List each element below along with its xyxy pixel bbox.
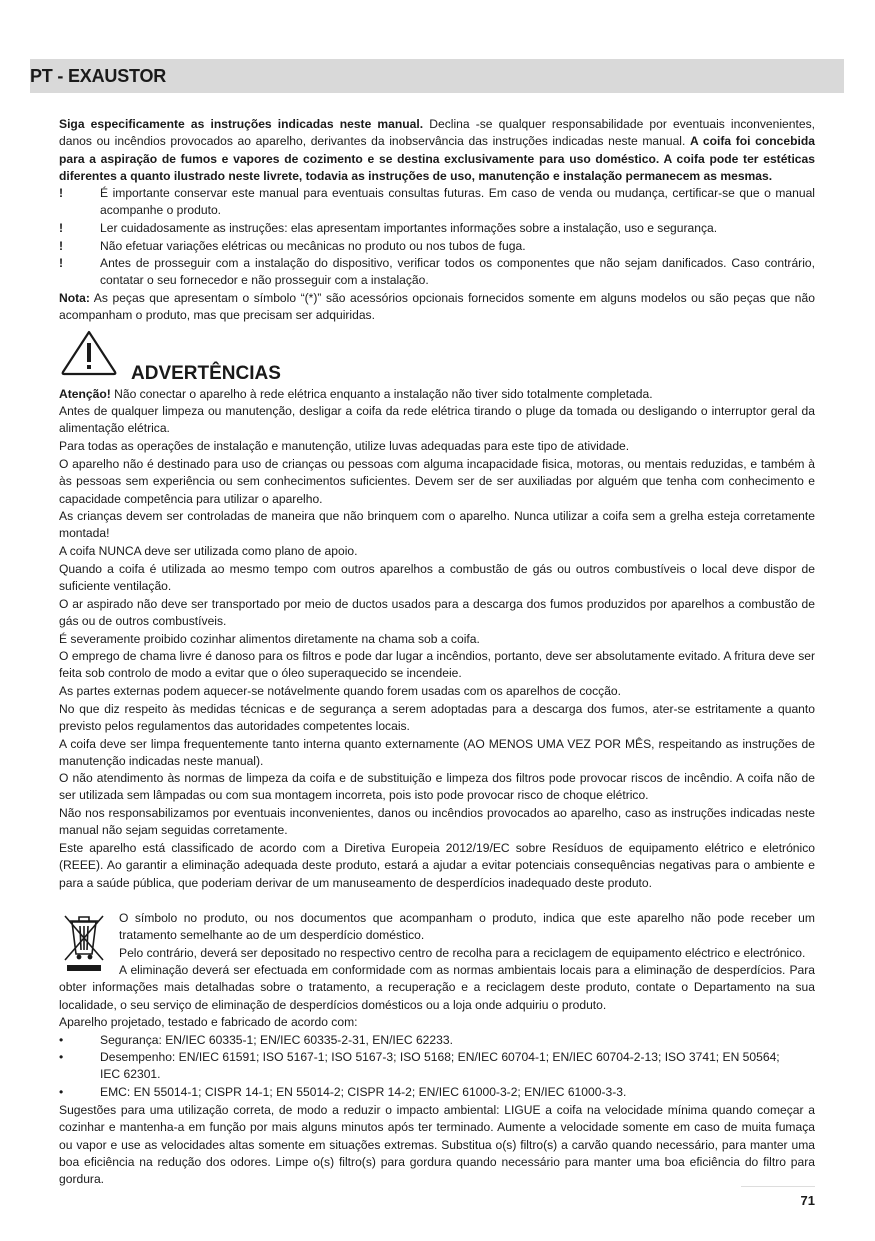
intro-bullet-text: Não efetuar variações elétricas ou mecânicas no produto ou nos tubos de fuga.: [100, 239, 526, 253]
exclamation-bullet-icon: !: [59, 221, 64, 235]
warning-paragraph: A coifa NUNCA deve ser utilizada como plano de apoio.: [59, 544, 358, 558]
designed-intro: Aparelho projetado, testado e fabricado de acordo com:: [59, 1015, 358, 1029]
warning-paragraph: Quando a coifa é utilizada ao mesmo tempo com outros aparelhos a combustão de gás ou outros combustíveis o local deve dispor de suficiente ventilação.: [59, 562, 815, 594]
intro-bold-start: Siga especificamente as instruções indicadas neste manual.: [59, 117, 424, 131]
page-number: 71: [800, 1193, 815, 1208]
note-paragraph: [59, 290, 815, 325]
exclamation-bullet-icon: !: [59, 239, 64, 253]
warning-paragraph: Não nos responsabilizamos por eventuais inconvenientes, danos ou incêndios provocados ao aparelho, caso as instruções indicadas neste manual não sejam seguidas corretamente.: [59, 806, 815, 838]
standard-item: [59, 1032, 815, 1049]
footer-divider: [741, 1186, 815, 1187]
intro-paragraph: [59, 116, 815, 185]
suggestions-paragraph: Sugestões para uma utilização correta, de modo a reduzir o impacto ambiental: LIGUE a coifa na velocidade mínima quando começar a cozinhar e mantenha-a em função por mais alguns minutos após ter terminado. Aumente a velocidade somente em caso de muita fumaça ou vapor e use as velocidades altas somente em situações extremas. Substitua o(s) filtro(s) a carvão quando necessário, para manter uma boa eficiência na redução dos odores. Limpe o(s) filtro(s) para gordura quando necessário para manter uma boa eficiência do filtro para gordura.: [59, 1103, 815, 1187]
warning-paragraph: O não atendimento às normas de limpeza da coifa e de substituição e limpeza dos filtros pode provocar riscos de incêndio. A coifa não de ser utilizada sem lâmpadas ou com sua montagem incorreta, pois isto pode provocar risco de choque elétrico.: [59, 771, 815, 803]
section-title: PT - EXAUSTOR: [30, 66, 167, 86]
intro-bullet: [59, 220, 815, 237]
note-text: As peças que apresentam o símbolo “(*)” são acessórios opcionais fornecidos somente em alguns modelos ou são peças que não acompanham o produto, mas que precisam ser adquiridas.: [59, 291, 815, 323]
standard-text: EMC: EN 55014-1; CISPR 14-1; EN 55014-2; CISPR 14-2; EN/IEC 61000-3-2; EN/IEC 61000-3-3.: [100, 1085, 627, 1099]
warning-paragraph: O aparelho não é destinado para uso de crianças ou pessoas com alguma incapacidade fisica, motoras, ou mentais reduzidas, e também à às pessoas sem experiência ou sem conhecimentos suficientes. Devem ser de ser auxiliadas por alguém que tenha com conhecimento e capacidade competência para utilizar o aparelho.: [59, 457, 815, 506]
intro-bullet: [59, 185, 815, 220]
note-label: Nota:: [59, 291, 90, 305]
intro-bullet-text: Antes de prosseguir com a instalação do dispositivo, verificar todos os componentes que não sejam danificados. Caso contrário, contatar o seu fornecedor e não prosseguir com a instalação.: [100, 256, 815, 288]
exclamation-bullet-icon: !: [59, 256, 64, 270]
intro-bullet-text: É importante conservar este manual para eventuais consultas futuras. Em caso de venda ou mudança, certificar-se que o manual acompanhe o produto.: [100, 186, 815, 218]
intro-normal-text: Declina -se qualquer responsabilidade por eventuais inconvenientes, danos ou incêndios provocados ao aparelho, derivantes da inobservância das instruções indicadas neste manual.: [59, 117, 815, 149]
intro-bold-end: A coifa foi concebida para a aspiração de fumos e vapores de cozimento e se destina exclusivamente para uso doméstico. A coifa pode ter estéticas diferentes a quanto ilustrado neste livrete, todavia as instruções de uso, manutenção e instalação permanecem as mesmas.: [59, 134, 815, 183]
intro-bullet: [59, 238, 815, 255]
warning-paragraph: Para todas as operações de instalação e manutenção, utilize luvas adequadas para este tipo de atividade.: [59, 439, 630, 453]
warning-paragraph: As partes externas podem aquecer-se notávelmente quando forem usadas com os aparelhos de cocção.: [59, 684, 622, 698]
intro-bullet-text: Ler cuidadosamente as instruções: elas apresentam importantes informações sobre a instalação, uso e segurança.: [100, 221, 718, 235]
weee-paragraph: Pelo contrário, deverá ser depositado no respectivo centro de recolha para a reciclagem de equipamento eléctrico e electrónico.: [119, 946, 806, 960]
standard-text: Desempenho: EN/IEC 61591; ISO 5167-1; ISO 5167-3; ISO 5168; EN/IEC 60704-1; EN/IEC 60704-2-13; ISO 3741; EN 50564; IEC 62301.: [100, 1050, 780, 1082]
attention-paragraph: [59, 386, 815, 403]
warnings-title: ADVERTÊNCIAS: [131, 363, 281, 384]
weee-paragraph: O símbolo no produto, ou nos documentos que acompanham o produto, indica que este aparelho não pode receber um tratamento semelhante ao de um desperdício doméstico.: [119, 911, 815, 943]
warning-paragraph: O ar aspirado não deve ser transportado por meio de ductos usados para a descarga dos fumos produzidos por aparelhos a combustão de gás ou de outros combustíveis.: [59, 597, 815, 629]
weee-directive-paragraph: Este aparelho está classificado de acordo com a Diretiva Europeia 2012/19/EC sobre Resíduos de equipamento elétrico e eletrónico (REEE). Ao garantir a eliminação adequada deste produto, estará a ajudar a evitar potenciais consequências negativas para o ambiente e para a saúde pública, que poderiam derivar de um manuseamento de desperdícios inadequado deste produto.: [59, 841, 815, 890]
warning-paragraph: No que diz respeito às medidas técnicas e de segurança a serem adoptadas para a descarga dos fumos, ater-se estritamente a quanto previsto pelos regulamentos das autoridades competentes locais.: [59, 702, 815, 734]
warning-triangle-icon: [59, 328, 119, 376]
warning-paragraph: Antes de qualquer limpeza ou manutenção, desligar a coifa da rede elétrica tirando o pluge da tomada ou desligando o interruptor geral da alimentação elétrica.: [59, 404, 815, 436]
warning-paragraph: É severamente proibido cozinhar alimentos diretamente na chama sob a coifa.: [59, 632, 480, 646]
weee-paragraph: A eliminação deverá ser efectuada em conformidade com as normas ambientais locais para a eliminação de desperdícios. Para obter informações mais detalhadas sobre o tratamento, a recuperação e a reciclagem deste produto, contate o Departamento na sua localidade, o seu serviço de eliminação de desperdícios domésticos ou a loja onde adquiriu o produto.: [59, 963, 815, 1012]
standard-text: Segurança: EN/IEC 60335-1; EN/IEC 60335-2-31, EN/IEC 62233.: [100, 1033, 453, 1047]
standard-item: [59, 1084, 815, 1101]
bullet-dot-icon: •: [59, 1085, 64, 1099]
exclamation-bullet-icon: !: [59, 186, 64, 200]
standard-item: [59, 1049, 815, 1084]
warning-paragraph: As crianças devem ser controladas de maneira que não brinquem com o aparelho. Nunca utilizar a coifa sem a grelha esteja corretamente montada!: [59, 509, 815, 541]
attention-label: Atenção!: [59, 387, 111, 401]
bullet-dot-icon: •: [59, 1050, 64, 1064]
warning-paragraph: O emprego de chama livre é danoso para os filtros e pode dar lugar a incêndios, portanto, deve ser absolutamente evitado. A fritura deve ser feita sob controlo de modo a evitar que o óleo superaquecido se incendeie.: [59, 649, 815, 681]
warning-paragraph: A coifa deve ser limpa frequentemente tanto interna quanto externamente (AO MENOS UMA VEZ POR MÊS, respeitando as instruções de manutenção indicadas neste manual).: [59, 737, 815, 769]
bullet-dot-icon: •: [59, 1033, 64, 1047]
attention-text: Não conectar o aparelho à rede elétrica enquanto a instalação não tiver sido totalmente completada.: [110, 387, 653, 401]
intro-bullet: [59, 255, 815, 290]
